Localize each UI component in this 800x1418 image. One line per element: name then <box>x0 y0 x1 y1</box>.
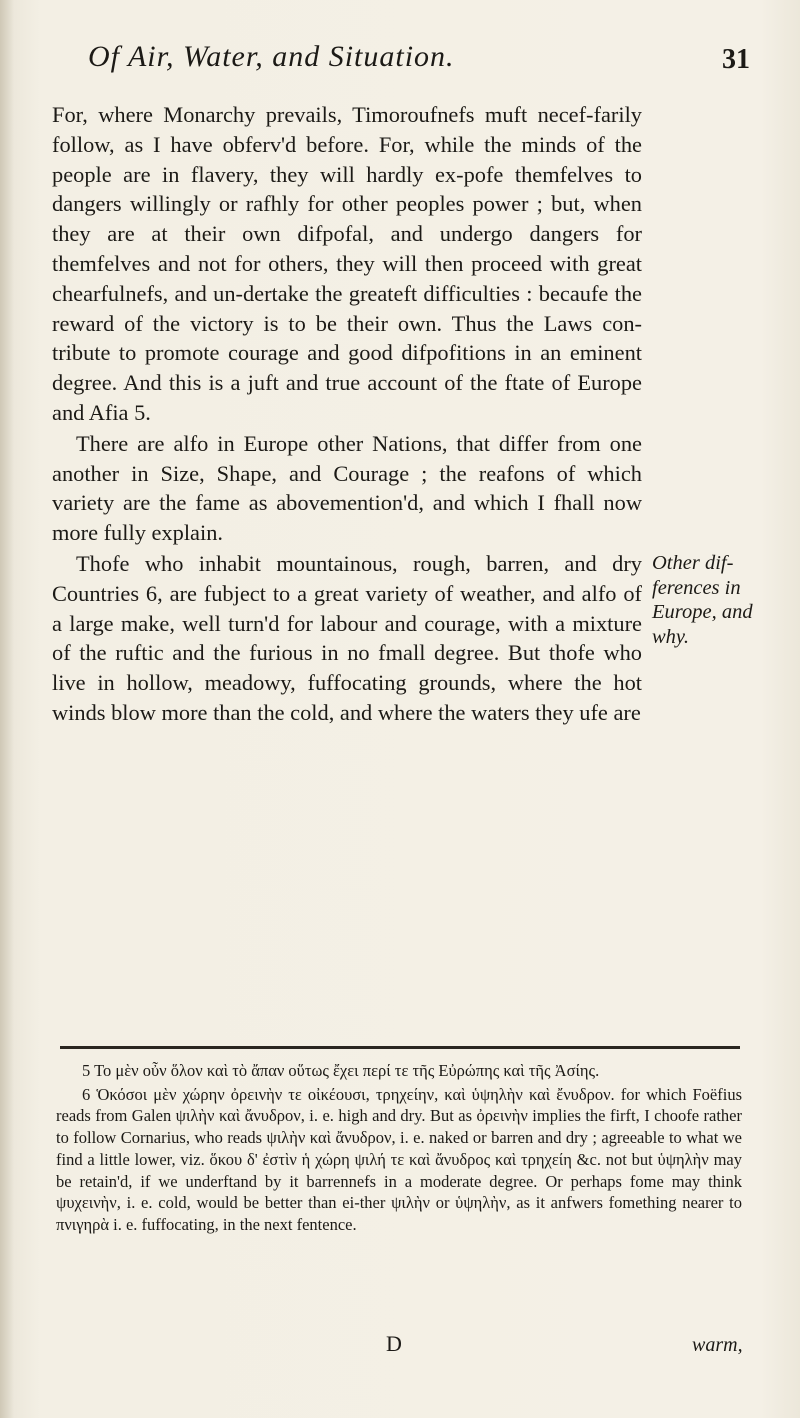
paragraph-other-nations: There are alfo in Europe other Nations, that differ from one another in Size, Shape, and Courage ; the reafons of which variety are the fame as abovemention'd, and which I fhall now more fully explain. <box>52 430 642 546</box>
paragraph-mountainous-countries: Thofe who inhabit mountainous, rough, barren, and dry Countries 6, are fubject to a great variety of weather, and alfo of a large make, well turn'd for labour and courage, with a mixture of the ruftic and the furious in no fmall degree. But thofe who live in hollow, meadowy, fuffocating grounds, where the hot winds blow more than the cold, and where the waters they ufe are <box>52 550 642 725</box>
footnote-6: 6 Ὁκόσοι μὲν χώρην ὀρεινὴν τε οἰκέουσι, τρηχείην, καὶ ὑψηλὴν καὶ ἔνυδρον. for which Foëfius reads from Galen ψιλὴν καὶ ἄνυδρον, i. e. high and dry. But as ὀρεινὴν implies the firft, I choofe rather to follow Cornarius, who reads ψιλὴν καὶ ἄνυδρον, i. e. naked or barren and dry ; agreeable to what we find a little lower, viz. ὅκου δ' ἐστὶν ἡ χώρη ψιλή τε καὶ ἄνυδρος καὶ τρηχείη &c. not but ὑψηλὴν may be retain'd, if we underftand by it barrennefs in a moderate degree. Or perhaps fome may think ψυχεινὴν, i. e. cold, would be better than ei-ther ψιλὴν or ὑψηλὴν, as it anfwers fomething nearer to πνιγηρὰ i. e. fuffocating, in the next fentence. <box>56 1084 742 1234</box>
paragraph-monarchy: For, where Monarchy prevails, Timoroufnefs muft necef-farily follow, as I have obferv'd before. For, while the minds of the people are in flavery, they will hardly ex-pofe themfelves to dangers willingly or rafhly for other peoples power ; but, when they are at their own difpofal, and undergo dangers for themfelves and not for others, they will then proceed with great chearfulnefs, and un-dertake the greateft difficulties : becaufe the reward of the victory is to be their own. Thus the Laws con-tribute to promote courage and good difpofitions in an eminent degree. And this is a juft and true account of the ftate of Europe and Afia 5. <box>52 102 642 425</box>
footnotes <box>56 1060 742 1236</box>
page-gutter-shadow <box>0 0 14 1418</box>
footnote-rule <box>60 1046 740 1049</box>
main-text <box>52 100 642 728</box>
footnote-5: 5 Το μὲν οὖν ὅλον καὶ τὸ ἄπαν οὕτως ἔχει περί τε τῆς Εὐρώπης καὶ τῆς Ἀσίης. <box>82 1061 600 1080</box>
running-title: Of Air, Water, and Situation. <box>88 40 455 73</box>
catchword: warm, <box>692 1334 743 1356</box>
page-number: 31 <box>722 44 750 75</box>
marginal-note: Other dif-ferences in Europe, and why. <box>652 552 753 648</box>
signature-mark: D <box>386 1331 402 1356</box>
